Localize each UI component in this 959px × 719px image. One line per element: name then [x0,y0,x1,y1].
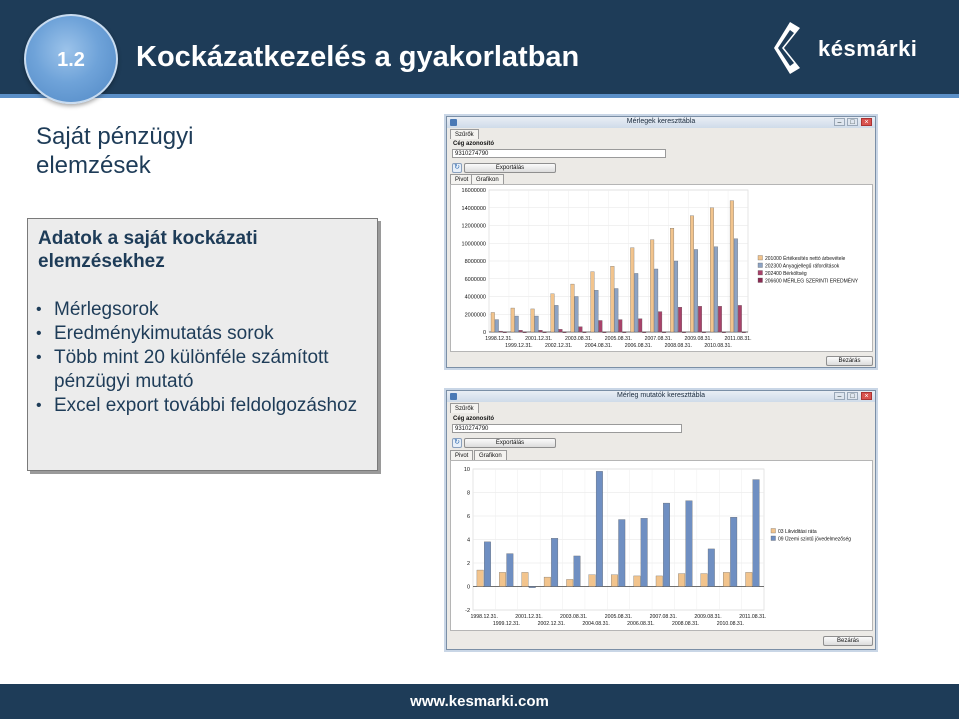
y-tick-label: 4 [466,537,470,544]
info-box [27,218,378,471]
bar [559,329,563,332]
bar [619,520,626,587]
list-item: • Eredménykimutatás sorok [36,322,376,346]
x-tick-label: 2009.08.31. [694,614,722,620]
bar [746,572,753,586]
y-tick-label: 2 [466,561,470,567]
bar [698,306,702,332]
logo-text: késmárki [818,36,918,61]
refresh-icon[interactable]: ↻ [452,438,462,448]
bar [670,228,674,332]
x-tick-label: 2007.08.31. [649,614,677,620]
bar [730,517,737,586]
y-tick-label: 4000000 [464,294,486,301]
bar [544,577,551,586]
x-tick-label: 2002.12.31. [537,621,566,627]
bar [634,273,638,332]
balance-sheet-chart [451,185,872,351]
y-tick-label: 8000000 [464,259,486,265]
y-tick-label: 8 [466,490,470,497]
window-titlebar [447,117,875,128]
bar [571,284,575,332]
company-logo [770,20,918,76]
legend-swatch [771,536,776,541]
bar [551,294,555,332]
bar [507,554,514,587]
bar [583,332,587,333]
legend-swatch [758,271,763,276]
bar [634,576,641,587]
bar [575,297,579,333]
minimize-button[interactable]: – [834,118,845,126]
chart-panel [450,184,873,352]
bar [702,332,706,333]
x-tick-label: 2011.08.31. [739,614,767,620]
footer-url: www.kesmarki.com [410,693,549,710]
legend-label: 09 Üzemi szintű jövedelmezőség [778,536,852,543]
x-tick-label: 2006.08.31. [627,621,655,627]
bar [529,587,536,588]
tab-filters[interactable]: Szűrők [450,403,479,413]
bar [678,307,682,332]
bar [710,208,714,332]
x-tick-label: 1999.12.31. [505,343,533,349]
x-tick-label: 2003.08.31. [564,336,593,342]
bar [531,309,535,332]
bar [539,330,543,332]
legend-swatch [758,256,763,261]
close-window-button[interactable]: × [861,118,872,126]
x-tick-label: 2001.12.31. [515,614,543,620]
tab-pivot[interactable]: Pivot [450,174,473,184]
info-box-heading: Adatok a saját kockázati elemzésekhez [38,228,258,272]
x-tick-label: 2010.08.31. [716,621,745,627]
x-tick-label: 2011.08.31. [724,336,752,342]
y-tick-label: 12000000 [461,223,486,230]
bar [654,269,658,332]
bar [622,332,626,333]
maximize-button[interactable]: □ [847,118,858,126]
x-tick-label: 1998.12.31. [485,336,513,342]
x-tick-label: 2008.08.31. [671,621,700,627]
slide-title: Kockázatkezelés a gyakorlatban [136,41,580,73]
bar [574,556,581,587]
bar [477,570,484,586]
bar [555,305,559,332]
maximize-button[interactable]: □ [847,392,858,400]
bar [515,316,519,332]
bar [603,332,607,333]
bar [499,572,506,586]
bar [543,332,547,333]
bar [708,549,715,587]
info-box-list [36,298,376,418]
bar [563,332,567,333]
x-tick-label: 2005.08.31. [604,336,633,342]
y-tick-label: 14000000 [461,205,486,212]
bar [579,327,583,332]
y-tick-label: 10000000 [461,241,486,248]
section-number: 1.2 [57,49,85,71]
ratios-chart [451,461,872,630]
legend-label: 202400 Bérköltség [765,271,807,277]
bar [690,216,694,332]
company-id-label: Cég azonosító [453,141,495,147]
footer-bar [0,684,959,719]
bar [718,306,722,332]
y-tick-label: 2000000 [464,312,486,319]
y-tick-label: 0 [466,584,470,591]
legend-swatch [758,263,763,268]
bar [619,320,623,332]
x-tick-label: 2004.08.31. [582,621,610,627]
window-titlebar [447,391,875,402]
bar [519,330,523,332]
bar [723,572,730,586]
balance-sheet-window [446,116,876,368]
bar [551,538,558,586]
legend-label: 202300 Anyagjellegű ráfordítások [765,263,840,270]
bar [753,480,760,587]
legend-label: 201000 Értékesítés nettó árbevétele [765,256,846,262]
bar [611,266,615,332]
export-button[interactable]: Exportálás [464,163,556,173]
bar [742,332,746,333]
bar [611,575,618,587]
subtitle: Saját pénzügyi elemzések [36,123,194,179]
list-item: • Excel export további feldolgozáshoz [36,394,376,418]
chart-panel [450,460,873,631]
tab-chart[interactable]: Grafikon [474,450,507,460]
bar [701,574,708,587]
bar [566,579,573,586]
bar [511,308,515,332]
legend-swatch [758,278,763,283]
bar [662,332,666,333]
bar [682,332,686,333]
close-window-button[interactable]: × [861,392,872,400]
logo-mark-icon [770,20,810,76]
bar [615,289,619,332]
bar [641,518,648,586]
bar [523,332,527,333]
header-divider [0,94,959,98]
company-id-field[interactable]: 9310274790 [452,149,666,158]
x-tick-label: 2010.08.31. [704,343,732,349]
bar [495,320,499,332]
bar [658,312,662,332]
bar [730,201,734,332]
company-id-label: Cég azonosító [453,416,495,422]
bar [714,247,718,332]
x-tick-label: 1999.12.31. [492,621,521,627]
ratios-window [446,390,876,650]
x-tick-label: 2008.08.31. [664,343,692,349]
bar [694,249,698,332]
export-button[interactable]: Exportálás [464,438,556,448]
x-tick-label: 2001.12.31. [525,336,553,342]
bar [674,261,678,332]
bar [535,316,539,332]
x-tick-label: 1998.12.31. [470,614,498,620]
section-badge [24,14,118,104]
window-title: Mérlegek kereszttábla [626,118,696,125]
y-tick-label: 6000000 [464,276,486,283]
bar [589,575,596,587]
bar [491,312,495,332]
bar [638,319,642,332]
y-tick-label: -2 [465,608,470,614]
list-item: • Mérlegsorok [36,298,376,322]
y-tick-label: 16000000 [461,188,486,194]
refresh-icon[interactable]: ↻ [452,163,462,173]
close-button[interactable]: Bezárás [826,356,873,366]
y-tick-label: 6 [466,514,470,520]
bar [650,240,654,332]
list-item: • Több mint 20 különféle számított pénzügyi mutató [36,346,376,394]
legend-label: 03 Likviditási ráta [778,529,817,535]
minimize-button[interactable]: – [834,392,845,400]
window-title: Mérleg mutatók kereszttábla [617,392,705,399]
bar [678,574,685,587]
x-tick-label: 2003.08.31. [560,614,588,620]
legend-swatch [771,529,776,534]
x-tick-label: 2005.08.31. [604,614,633,620]
company-id-field[interactable]: 9310274790 [452,424,682,433]
bar [738,305,742,332]
bar [663,503,670,586]
x-tick-label: 2007.08.31. [644,336,673,342]
x-tick-label: 2009.08.31. [684,336,712,342]
bar [686,501,693,587]
bar [642,332,646,333]
close-button[interactable]: Bezárás [823,636,873,646]
x-tick-label: 2002.12.31. [545,343,573,349]
bar [503,332,507,333]
y-tick-label: 0 [482,330,486,336]
bar [734,239,738,332]
bar [596,471,603,586]
bar [499,331,503,332]
bar [656,576,663,587]
bar [630,248,634,332]
x-tick-label: 2006.08.31. [624,343,653,349]
tab-filters[interactable]: Szűrők [450,129,479,139]
bar [595,290,599,332]
legend-label: 206600 MÉRLEG SZERINTI EREDMÉNY [765,278,859,285]
bar [591,272,595,332]
bar [522,572,529,586]
bar [722,332,726,333]
tab-pivot[interactable]: Pivot [450,450,473,460]
bar [599,320,603,332]
bar [484,542,491,587]
tab-chart[interactable]: Grafikon [471,174,504,184]
y-tick-label: 10 [463,467,470,473]
x-tick-label: 2004.08.31. [584,343,613,349]
